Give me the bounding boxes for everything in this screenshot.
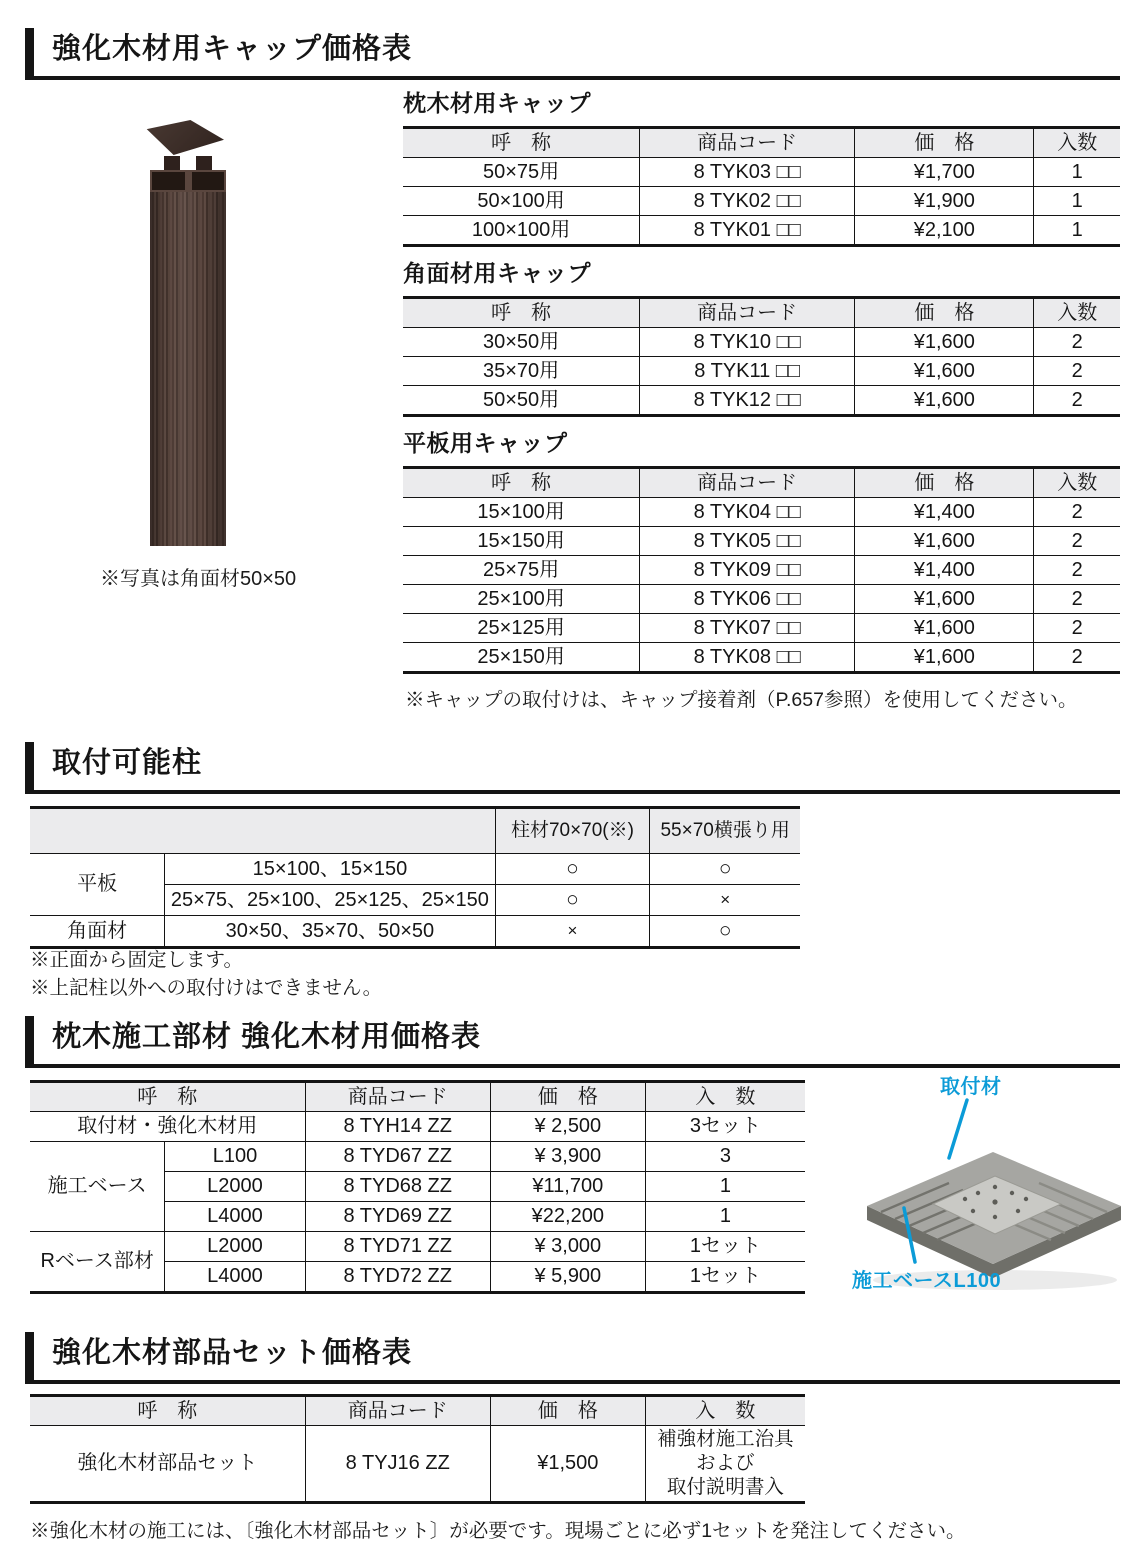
price-cell: ¥1,600	[855, 357, 1034, 386]
quantity-cell: 3	[645, 1142, 805, 1172]
quantity-cell: 2	[1034, 585, 1120, 614]
size-cell: L4000	[165, 1202, 305, 1232]
qty-column-header: 入 数	[645, 1396, 805, 1426]
yoko55-column-header: 55×70横張り用	[650, 808, 800, 854]
compat-mark-cell: ○	[650, 854, 800, 885]
table-row	[30, 1426, 805, 1503]
price-column-header: 価 格	[855, 298, 1034, 328]
table-row	[403, 158, 1120, 187]
table-row	[403, 386, 1120, 416]
quantity-cell	[645, 1426, 805, 1503]
qty-column-header: 入数	[1034, 298, 1120, 328]
product-code-cell: 8 TYK03 □□	[640, 158, 855, 187]
section-title-pillars: 取付可能柱	[52, 747, 203, 779]
product-name-cell: 50×100用	[403, 187, 640, 216]
parts-footnote: ※強化木材の施工には、〔強化木材部品セット〕が必要です。現場ごとに必ず1セットを発注してください。	[30, 1520, 966, 1542]
note-line: ※上記柱以外への取付けはできません。	[30, 977, 383, 1000]
section-title-sleeper: 枕木施工部材 強化木材用価格表	[52, 1021, 482, 1053]
product-code-cell: 8 TYK09 □□	[640, 556, 855, 585]
price-cell: ¥11,700	[490, 1172, 645, 1202]
name-column-header: 呼 称	[403, 468, 640, 498]
table-row	[30, 1232, 805, 1262]
table-row	[30, 1112, 805, 1142]
price-cell: ¥1,600	[855, 386, 1034, 416]
quantity-cell: 1	[1034, 216, 1120, 246]
qty-column-header: 入数	[1034, 468, 1120, 498]
table-row	[30, 1142, 805, 1172]
product-code-cell: 8 TYK05 □□	[640, 527, 855, 556]
parts-set-table	[30, 1394, 805, 1504]
product-code-cell: 8 TYD69 ZZ	[305, 1202, 490, 1232]
header-row	[403, 298, 1120, 328]
product-code-cell: 8 TYK06 □□	[640, 585, 855, 614]
price-column-header: 価 格	[855, 128, 1034, 158]
header-row	[30, 1082, 805, 1112]
price-cell: ¥1,600	[855, 643, 1034, 673]
header-row	[30, 1396, 805, 1426]
quantity-cell: 1	[1034, 187, 1120, 216]
product-name-cell: 15×100用	[403, 498, 640, 527]
table-row	[403, 357, 1120, 386]
size-cell: L100	[165, 1142, 305, 1172]
callout-label-attachment: 取付材	[940, 1076, 1002, 1098]
price-cell: ¥22,200	[490, 1202, 645, 1232]
product-code-cell: 8 TYK01 □□	[640, 216, 855, 246]
price-cell: ¥1,900	[855, 187, 1034, 216]
product-code-cell: 8 TYD68 ZZ	[305, 1172, 490, 1202]
post-cap-photo	[138, 118, 378, 568]
name-column-header: 呼 称	[403, 128, 640, 158]
price-cell: ¥1,600	[855, 527, 1034, 556]
table-row	[403, 585, 1120, 614]
product-name-cell: 50×50用	[403, 386, 640, 416]
sizes-cell: 25×75、25×100、25×125、25×150	[165, 885, 495, 916]
product-code-cell: 8 TYK10 □□	[640, 328, 855, 357]
product-code-cell: 8 TYK02 □□	[640, 187, 855, 216]
product-code-cell: 8 TYK11 □□	[640, 357, 855, 386]
quantity-cell: 1	[1034, 158, 1120, 187]
header-row	[30, 808, 800, 854]
compat-mark-cell: ○	[650, 916, 800, 948]
product-name-cell: 25×100用	[403, 585, 640, 614]
price-cell: ¥1,500	[490, 1426, 645, 1503]
quantity-cell: 2	[1034, 498, 1120, 527]
attachable-pillars-table	[30, 806, 800, 949]
group-label-cell: Rベース部材	[30, 1232, 165, 1293]
quantity-cell: 2	[1034, 357, 1120, 386]
header-row	[403, 128, 1120, 158]
code-column-header: 商品コード	[640, 298, 855, 328]
price-column-header: 価 格	[855, 468, 1034, 498]
table-row	[403, 187, 1120, 216]
product-name-cell: 30×50用	[403, 328, 640, 357]
size-cell: L2000	[165, 1232, 305, 1262]
post-opening	[150, 170, 226, 192]
subtable-title-flat-caps: 平板用キャップ	[403, 430, 568, 456]
price-cell: ¥1,600	[855, 328, 1034, 357]
price-cell: ¥ 5,900	[490, 1262, 645, 1293]
photo-caption: ※写真は角面材50×50	[100, 568, 297, 590]
quantity-cell: 2	[1034, 527, 1120, 556]
price-cell: ¥ 3,000	[490, 1232, 645, 1262]
table-row	[403, 614, 1120, 643]
price-cell: ¥1,700	[855, 158, 1034, 187]
table-row	[403, 328, 1120, 357]
quantity-cell: 2	[1034, 614, 1120, 643]
product-code-cell: 8 TYD72 ZZ	[305, 1262, 490, 1293]
compat-mark-cell: ×	[495, 916, 650, 948]
compat-mark-cell: ×	[650, 885, 800, 916]
compat-mark-cell: ○	[495, 854, 650, 885]
qty-line: 取付説明書入	[666, 1475, 784, 1498]
group-label-cell: 角面材	[30, 916, 165, 948]
product-name-cell: 25×150用	[403, 643, 640, 673]
price-cell: ¥ 3,900	[490, 1142, 645, 1172]
pillars-table-wrap	[30, 806, 800, 949]
subtable-title-sleeper-caps: 枕木材用キャップ	[403, 90, 591, 116]
qty-column-header: 入数	[1034, 128, 1120, 158]
sleeper-parts-table	[30, 1080, 805, 1294]
name-column-header: 呼 称	[403, 298, 640, 328]
price-cell: ¥1,400	[855, 556, 1034, 585]
header-row	[403, 468, 1120, 498]
quantity-cell: 3セット	[645, 1112, 805, 1142]
heading-bar	[25, 28, 34, 76]
subtable-title-corner-caps: 角面材用キャップ	[403, 260, 591, 286]
quantity-cell: 1セット	[645, 1262, 805, 1293]
heading-bar	[25, 742, 34, 790]
product-code-cell: 8 TYK07 □□	[640, 614, 855, 643]
product-name-cell: 取付材・強化木材用	[30, 1112, 305, 1142]
product-code-cell: 8 TYK08 □□	[640, 643, 855, 673]
heading-bar	[25, 1016, 34, 1064]
quantity-cell: 2	[1034, 643, 1120, 673]
pillars-notes	[30, 946, 382, 1003]
quantity-cell: 1	[645, 1202, 805, 1232]
group-label-cell: 平板	[30, 854, 165, 916]
parts-table-wrap	[30, 1394, 805, 1504]
product-name-cell: 強化木材部品セット	[30, 1426, 305, 1503]
table-row	[403, 643, 1120, 673]
callout-label-base: 施工ベースL100	[852, 1270, 1002, 1292]
caps-footnote: ※キャップの取付けは、キャップ接着剤（P.657参照）を使用してください。	[405, 689, 1078, 711]
sleeper-caps-table	[403, 126, 1120, 247]
post-body	[150, 192, 226, 546]
price-column-header: 価 格	[490, 1396, 645, 1426]
price-cell: ¥1,600	[855, 585, 1034, 614]
sizes-cell: 15×100、15×150	[165, 854, 495, 885]
cap-part-image	[140, 120, 224, 158]
table-row	[403, 498, 1120, 527]
price-cell: ¥1,600	[855, 614, 1034, 643]
product-code-cell: 8 TYJ16 ZZ	[305, 1426, 490, 1503]
table-row	[403, 216, 1120, 246]
qty-column-header: 入 数	[645, 1082, 805, 1112]
name-column-header: 呼 称	[30, 1396, 305, 1426]
caps-tables-column	[403, 90, 1120, 714]
table-row	[403, 527, 1120, 556]
sleeper-table-wrap	[30, 1080, 805, 1294]
section-title-parts: 強化木材部品セット価格表	[52, 1337, 413, 1369]
code-column-header: 商品コード	[305, 1396, 490, 1426]
price-column-header: 価 格	[490, 1082, 645, 1112]
note-line: ※正面から固定します。	[30, 949, 243, 971]
callout-line-top	[949, 1100, 967, 1158]
product-code-cell: 8 TYD71 ZZ	[305, 1232, 490, 1262]
product-code-cell: 8 TYH14 ZZ	[305, 1112, 490, 1142]
name-column-header: 呼 称	[30, 1082, 305, 1112]
sizes-cell: 30×50、35×70、50×50	[165, 916, 495, 948]
size-cell: L2000	[165, 1172, 305, 1202]
product-name-cell: 35×70用	[403, 357, 640, 386]
product-code-cell: 8 TYK04 □□	[640, 498, 855, 527]
pillar70-column-header: 柱材70×70(※)	[495, 808, 650, 854]
section-heading-parts	[25, 1332, 1120, 1384]
group-label-cell: 施工ベース	[30, 1142, 165, 1232]
corner-caps-table	[403, 296, 1120, 417]
size-cell: L4000	[165, 1262, 305, 1293]
table-row	[403, 556, 1120, 585]
section-title-caps: 強化木材用キャップ価格表	[52, 33, 413, 65]
product-name-cell: 50×75用	[403, 158, 640, 187]
code-column-header: 商品コード	[640, 468, 855, 498]
heading-bar	[25, 1332, 34, 1380]
price-cell: ¥1,400	[855, 498, 1034, 527]
section-heading-caps	[25, 28, 1120, 80]
section-heading-pillars	[25, 742, 1120, 794]
table-row	[30, 916, 800, 948]
price-cell: ¥2,100	[855, 216, 1034, 246]
product-code-cell: 8 TYD67 ZZ	[305, 1142, 490, 1172]
table-row	[30, 854, 800, 885]
quantity-cell: 2	[1034, 386, 1120, 416]
flat-caps-table	[403, 466, 1120, 674]
quantity-cell: 1セット	[645, 1232, 805, 1262]
quantity-cell: 2	[1034, 556, 1120, 585]
diagonal-header-cell	[30, 808, 495, 854]
code-column-header: 商品コード	[640, 128, 855, 158]
quantity-cell: 1	[645, 1172, 805, 1202]
compat-mark-cell: ○	[495, 885, 650, 916]
product-name-cell: 25×75用	[403, 556, 640, 585]
price-cell: ¥ 2,500	[490, 1112, 645, 1142]
qty-line: および	[696, 1451, 755, 1474]
product-code-cell: 8 TYK12 □□	[640, 386, 855, 416]
quantity-cell: 2	[1034, 328, 1120, 357]
product-name-cell: 15×150用	[403, 527, 640, 556]
product-name-cell: 25×125用	[403, 614, 640, 643]
code-column-header: 商品コード	[305, 1082, 490, 1112]
qty-line: 補強材施工治具	[657, 1428, 794, 1450]
product-name-cell: 100×100用	[403, 216, 640, 246]
